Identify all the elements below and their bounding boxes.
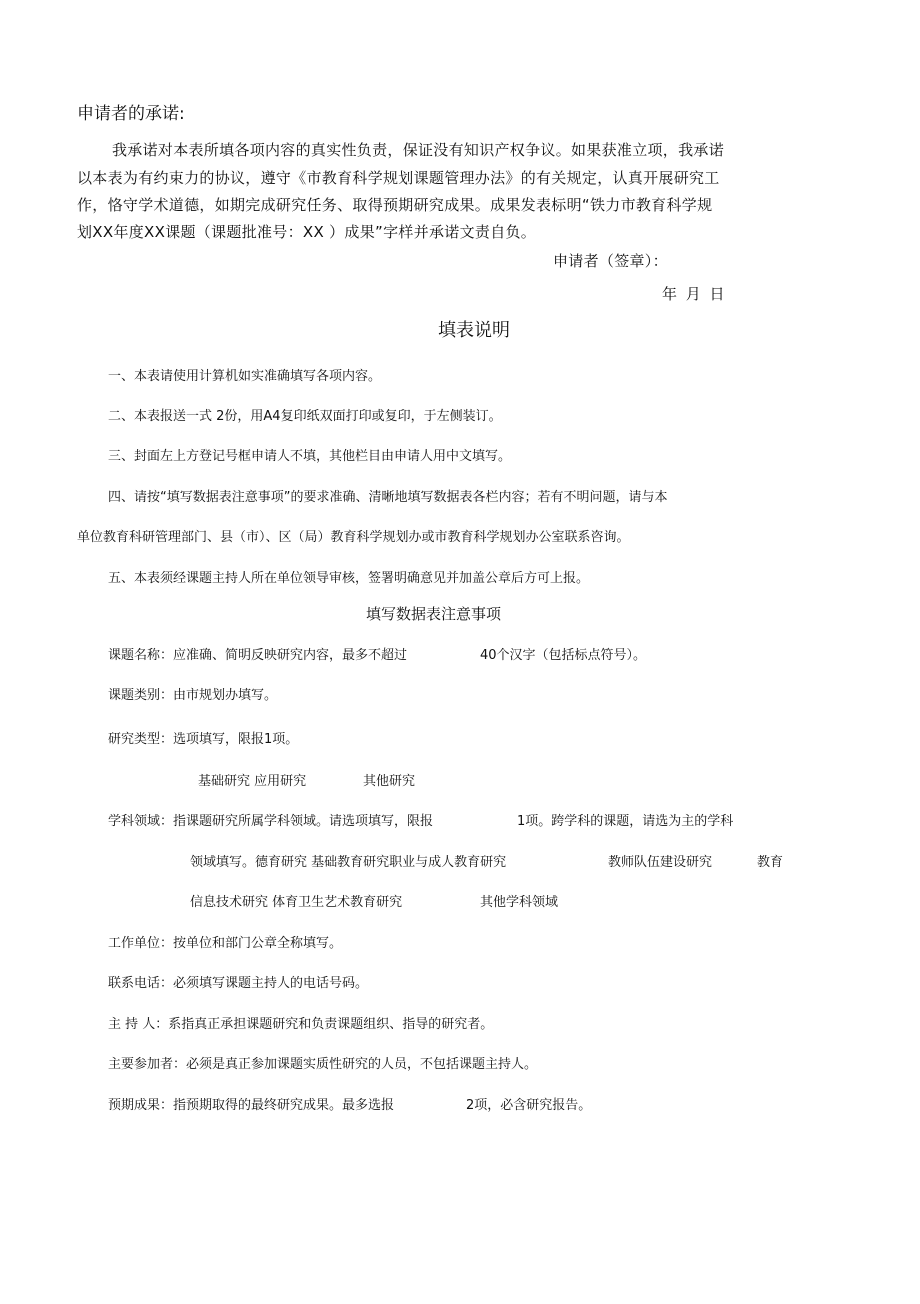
research-type-options: 基础研究 应用研究 <box>198 774 307 789</box>
discipline-option-education: 教育 <box>757 855 784 870</box>
work-unit-note: 工作单位：按单位和部门公章全称填写。 <box>108 936 343 951</box>
notes-title: 填写数据表注意事项 <box>366 605 502 623</box>
instruction-item-5: 五、本表须经课题主持人所在单位领导审核，签署明确意见并加盖公章后方可上报。 <box>108 571 590 586</box>
discipline-option-other: 其他学科领域 <box>480 895 559 910</box>
discipline-option-teacher: 教师队伍建设研究 <box>608 855 713 870</box>
instructions-title: 填表说明 <box>438 320 510 341</box>
results-note-cont: 2项，必含研究报告。 <box>466 1098 592 1113</box>
participants-note: 主要参加者：必须是真正参加课题实质性研究的人员，不包括课题主持人。 <box>108 1057 538 1072</box>
pledge-line-1: 我承诺对本表所填各项内容的真实性负责，保证没有知识产权争议。如果获准立项，我承诺 <box>112 141 725 159</box>
research-type-note: 研究类型：选项填写，限报1项。 <box>108 732 299 747</box>
topic-category-note: 课题类别：由市规划办填写。 <box>108 688 278 703</box>
instruction-item-4: 四、请按“填写数据表注意事项”的要求准确、清晰地填写数据表各栏内容；若有不明问题，请与本 <box>108 490 668 505</box>
signature-label: 申请者（签章）： <box>553 252 668 270</box>
pledge-line-2: 以本表为有约束力的协议，遵守《市教育科学规划课题管理办法》的有关规定，认真开展研究工 <box>77 169 720 187</box>
date-label: 年 月 日 <box>662 285 727 303</box>
phone-note: 联系电话：必须填写课题主持人的电话号码。 <box>108 976 369 991</box>
pledge-heading: 申请者的承诺: <box>77 104 185 124</box>
results-note: 预期成果：指预期取得的最终研究成果。最多选报 <box>108 1098 395 1113</box>
discipline-options-2: 信息技术研究 体育卫生艺术教育研究 <box>190 895 403 910</box>
discipline-options-1: 领域填写。德育研究 基础教育研究职业与成人教育研究 <box>190 855 507 870</box>
pledge-line-4: 划XX年度XX课题（课题批准号：XX ）成果”字样并承诺文责自负。 <box>77 223 537 241</box>
discipline-note: 学科领域：指课题研究所属学科领域。请选项填写，限报 <box>108 814 434 829</box>
host-note: 主 持 人：系指真正承担课题研究和负责课题组织、指导的研究者。 <box>108 1017 494 1032</box>
topic-name-note-cont: 40个汉字（包括标点符号）。 <box>480 648 647 663</box>
topic-name-note: 课题名称：应准确、简明反映研究内容，最多不超过 <box>108 648 408 663</box>
instruction-item-3: 三、封面左上方登记号框申请人不填，其他栏目由申请人用中文填写。 <box>108 449 512 464</box>
research-type-option-other: 其他研究 <box>363 774 416 789</box>
instruction-item-1: 一、本表请使用计算机如实准确填写各项内容。 <box>108 369 382 384</box>
discipline-note-cont: 1项。跨学科的课题，请选为主的学科 <box>517 814 734 829</box>
instruction-item-4-cont: 单位教育科研管理部门、县（市）、区（局）教育科学规划办或市教育科学规划办公室联系咨询。 <box>77 530 630 545</box>
instruction-item-2: 二、本表报送一式 2份，用A4复印纸双面打印或复印，于左侧装订。 <box>108 409 502 424</box>
pledge-line-3: 作，恪守学术道德，如期完成研究任务、取得预期研究成果。成果发表标明“铁力市教育科学规 <box>77 196 713 214</box>
